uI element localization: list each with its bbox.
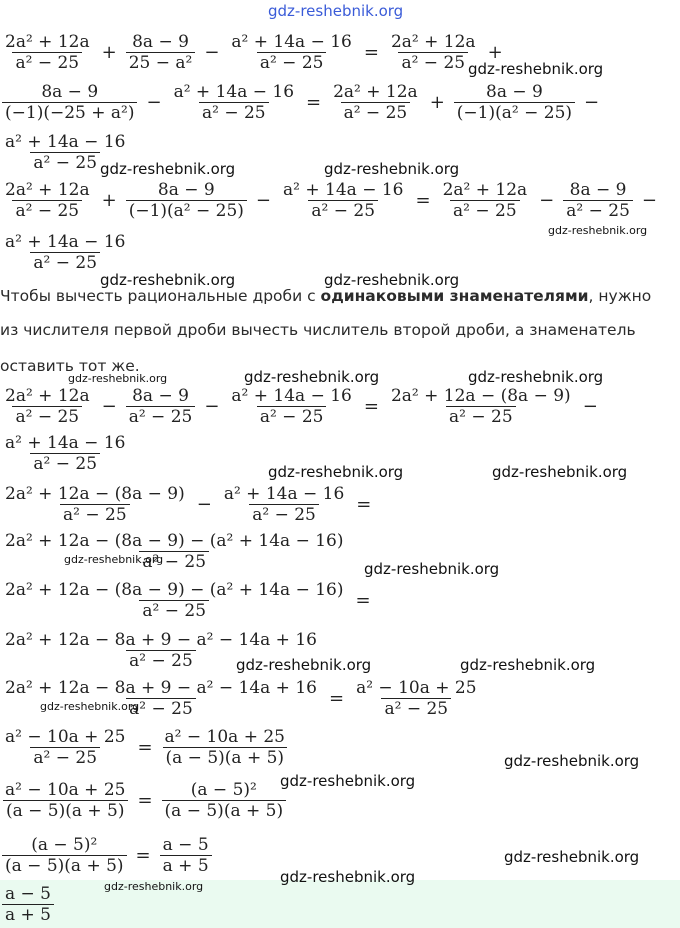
numerator: 8a − 9	[132, 385, 189, 406]
numerator: 2a² + 12a − 8a + 9 − a² − 14a + 16	[5, 677, 317, 698]
denominator: a² − 25	[60, 504, 130, 525]
answer-fraction	[2, 884, 54, 925]
denominator: a² − 25	[30, 152, 100, 173]
numerator: 8a − 9	[157, 179, 215, 200]
plus-sign: +	[487, 41, 503, 63]
denominator: (a − 5)(a + 5)	[162, 800, 287, 821]
watermark: gdz-reshebnik.org	[280, 868, 416, 886]
step-3-line2	[0, 431, 130, 475]
numerator: a² + 14a − 16	[5, 432, 126, 453]
watermark: gdz-reshebnik.org	[324, 271, 460, 289]
fraction	[2, 232, 128, 273]
fraction	[563, 180, 633, 221]
fraction	[2, 82, 137, 123]
denominator: a² − 25	[257, 52, 327, 73]
numerator: a − 5	[162, 834, 209, 855]
equals-sign: =	[306, 91, 322, 113]
watermark: gdz-reshebnik.org	[492, 463, 628, 481]
denominator: a² − 25	[126, 406, 196, 427]
denominator: (a − 5)(a + 5)	[163, 747, 288, 768]
watermark: gdz-reshebnik.org	[100, 160, 236, 178]
rule-paragraph-1	[0, 287, 651, 305]
numerator: a² + 14a − 16	[231, 31, 352, 52]
denominator: a² − 25	[12, 52, 82, 73]
fraction	[2, 433, 128, 474]
step-3-line1	[0, 384, 605, 428]
denominator: a² − 25	[30, 453, 100, 474]
denominator: (a − 5)(a + 5)	[2, 855, 127, 876]
step-1-line1	[0, 30, 510, 74]
rule-bold-text: одинаковыми знаменателями	[320, 287, 589, 305]
step-8-line	[0, 676, 482, 720]
fraction	[353, 678, 479, 719]
fraction	[2, 32, 93, 73]
watermark: gdz-reshebnik.org	[268, 463, 404, 481]
step-11-line	[0, 833, 214, 877]
numerator: a² + 14a − 16	[173, 81, 295, 102]
numerator: a − 5	[5, 883, 52, 904]
fraction	[162, 727, 288, 768]
fraction	[221, 484, 347, 525]
watermark: gdz-reshebnik.org	[504, 752, 640, 770]
minus-sign: −	[641, 189, 657, 211]
fraction	[2, 531, 347, 572]
fraction	[160, 835, 212, 876]
denominator: (−1)(a² − 25)	[126, 200, 247, 221]
numerator: 2a² + 12a	[390, 31, 476, 52]
watermark: gdz-reshebnik.org	[64, 553, 164, 566]
fraction	[126, 180, 247, 221]
denominator: a² − 25	[12, 406, 82, 427]
numerator: (a − 5)²	[190, 779, 257, 800]
equals-sign: =	[363, 395, 379, 417]
numerator: (a − 5)²	[31, 834, 98, 855]
equals-sign: =	[135, 844, 151, 866]
watermark: gdz-reshebnik.org	[100, 271, 236, 289]
denominator: a² − 25	[12, 200, 82, 221]
step-2-line2	[0, 230, 130, 274]
denominator: a + 5	[160, 855, 212, 876]
equals-sign: =	[137, 736, 153, 758]
fraction	[2, 484, 188, 525]
fraction	[2, 780, 128, 821]
denominator: a² − 25	[139, 600, 209, 621]
watermark: gdz-reshebnik.org	[236, 656, 372, 674]
numerator: 2a² + 12a − (8a − 9)	[390, 385, 571, 406]
minus-sign: −	[582, 395, 598, 417]
fraction	[388, 32, 479, 73]
fraction	[280, 180, 406, 221]
watermark: gdz-reshebnik.org	[244, 368, 380, 386]
numerator: a² + 14a − 16	[223, 483, 345, 504]
watermark: gdz-reshebnik.org	[468, 60, 604, 78]
denominator: a² − 25	[126, 650, 196, 671]
watermark: gdz-reshebnik.org	[68, 372, 168, 385]
rule-paragraph-3: оставить тот же.	[0, 357, 140, 375]
denominator: a² − 25	[341, 102, 411, 123]
denominator: a² − 25	[30, 252, 100, 273]
watermark: gdz-reshebnik.org	[504, 848, 640, 866]
equals-sign: =	[328, 687, 345, 709]
fraction	[162, 780, 287, 821]
rule-text: , нужно	[588, 287, 652, 305]
numerator: 2a² + 12a − 8a + 9 − a² − 14a + 16	[5, 629, 317, 650]
answer-line	[0, 882, 56, 926]
denominator: a + 5	[2, 904, 54, 925]
step-9-line	[0, 725, 290, 769]
fraction	[2, 835, 127, 876]
minus-sign: −	[204, 41, 220, 63]
numerator: 8a − 9	[132, 31, 189, 52]
answer-highlight	[0, 880, 680, 928]
numerator: a² + 14a − 16	[5, 231, 126, 252]
fraction	[330, 82, 421, 123]
fraction	[171, 82, 297, 123]
watermark: gdz-reshebnik.org	[280, 772, 416, 790]
fraction	[454, 82, 575, 123]
minus-sign: −	[584, 91, 600, 113]
denominator: a² − 25	[398, 52, 468, 73]
minus-sign: −	[204, 395, 220, 417]
watermark: gdz-reshebnik.org	[40, 700, 140, 713]
fraction	[228, 386, 354, 427]
rule-paragraph-2: из числителя первой дроби вычесть числитель второй дроби, а знаменатель	[0, 321, 636, 339]
fraction	[2, 580, 347, 621]
minus-sign: −	[539, 189, 555, 211]
numerator: 8a − 9	[486, 81, 543, 102]
numerator: 2a² + 12a	[333, 81, 418, 102]
numerator: 2a² + 12a	[5, 385, 90, 406]
rule-text: Чтобы вычесть рациональные дроби с	[0, 287, 321, 305]
plus-sign: +	[101, 41, 117, 63]
watermark: gdz-reshebnik.org	[104, 880, 204, 893]
minus-sign: −	[101, 395, 117, 417]
equals-sign: =	[355, 589, 371, 611]
minus-sign: −	[146, 91, 162, 113]
numerator: a² + 14a − 16	[231, 385, 352, 406]
numerator: a² − 10a + 25	[5, 779, 126, 800]
numerator: a² − 10a + 25	[164, 726, 285, 747]
step-2-line1	[0, 178, 664, 222]
step-5-line	[0, 529, 349, 573]
numerator: 2a² + 12a − (8a − 9)	[5, 483, 185, 504]
denominator: a² − 25	[381, 698, 451, 719]
numerator: 8a − 9	[41, 81, 99, 102]
watermark: gdz-reshebnik.org	[268, 2, 404, 20]
numerator: 2a² + 12a	[442, 179, 528, 200]
fraction	[2, 727, 128, 768]
fraction	[440, 180, 531, 221]
step-10-line	[0, 778, 288, 822]
numerator: 8a − 9	[569, 179, 627, 200]
denominator: (−1)(−25 + a²)	[2, 102, 137, 123]
watermark: gdz-reshebnik.org	[364, 560, 500, 578]
denominator: (−1)(a² − 25)	[454, 102, 575, 123]
minus-sign: −	[196, 493, 212, 515]
denominator: a² − 25	[199, 102, 269, 123]
denominator: a² − 25	[249, 504, 319, 525]
equals-sign: =	[415, 189, 431, 211]
denominator: a² − 25	[30, 747, 100, 768]
denominator: a² − 25	[139, 551, 209, 572]
denominator: a² − 25	[126, 698, 196, 719]
fraction	[126, 386, 196, 427]
denominator: (a − 5)(a + 5)	[3, 800, 128, 821]
equals-sign: =	[356, 493, 372, 515]
fraction	[2, 386, 93, 427]
numerator: a² + 14a − 16	[283, 179, 404, 200]
fraction	[228, 32, 354, 73]
fraction	[2, 180, 93, 221]
step-6-line	[0, 578, 378, 622]
numerator: 2a² + 12a − (8a − 9) − (a² + 14a − 16)	[5, 579, 344, 600]
denominator: a² − 25	[308, 200, 378, 221]
denominator: a² − 25	[446, 406, 516, 427]
denominator: a² − 25	[563, 200, 633, 221]
denominator: a² − 25	[450, 200, 520, 221]
equals-sign: =	[137, 789, 153, 811]
denominator: 25 − a²	[126, 52, 196, 73]
step-1-line2	[0, 80, 606, 124]
denominator: a² − 25	[257, 406, 327, 427]
equals-sign: =	[363, 41, 379, 63]
step-4-line	[0, 482, 378, 526]
numerator: 2a² + 12a	[5, 31, 90, 52]
watermark: gdz-reshebnik.org	[548, 224, 648, 237]
numerator: 2a² + 12a	[5, 179, 90, 200]
fraction	[388, 386, 574, 427]
numerator: a² − 10a + 25	[356, 677, 477, 698]
numerator: a² − 10a + 25	[5, 726, 126, 747]
watermark: gdz-reshebnik.org	[324, 160, 460, 178]
numerator: 2a² + 12a − (8a − 9) − (a² + 14a − 16)	[5, 530, 344, 551]
plus-sign: +	[429, 91, 445, 113]
minus-sign: −	[255, 189, 272, 211]
watermark: gdz-reshebnik.org	[460, 656, 596, 674]
numerator: a² + 14a − 16	[5, 131, 126, 152]
plus-sign: +	[101, 189, 117, 211]
fraction	[126, 32, 196, 73]
watermark: gdz-reshebnik.org	[468, 368, 604, 386]
